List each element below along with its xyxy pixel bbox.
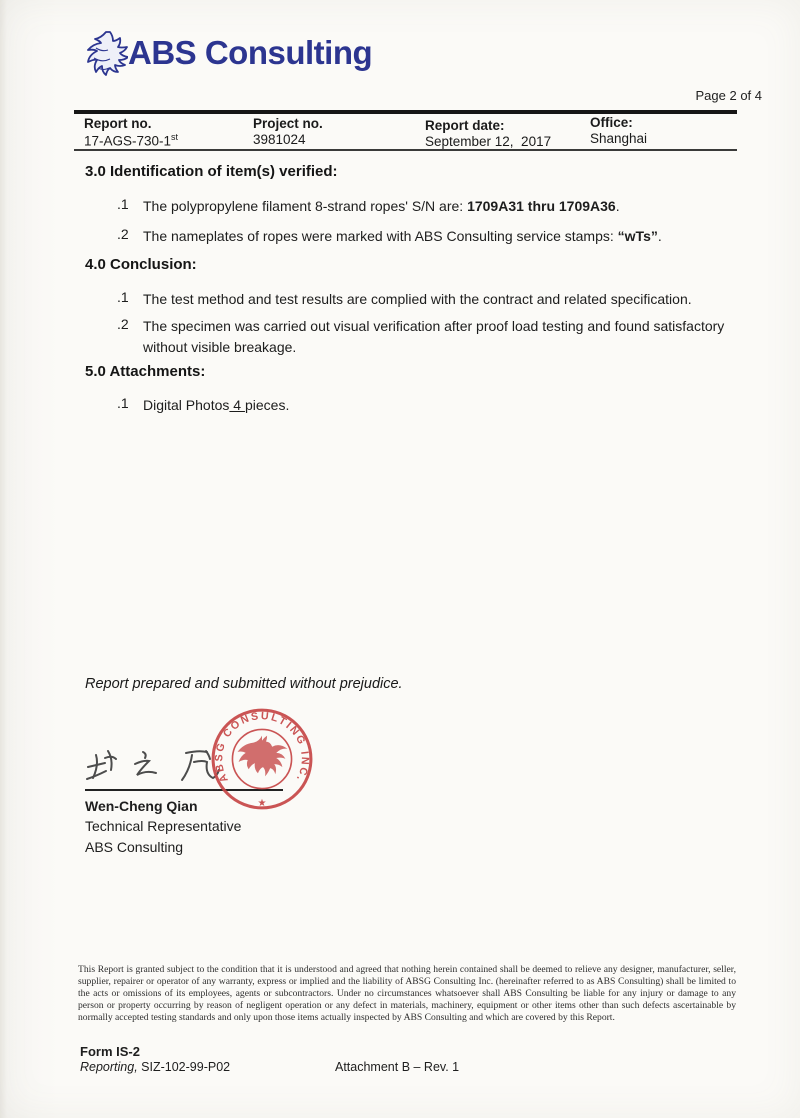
item-text-pre: Digital Photos	[143, 397, 230, 413]
list-item	[117, 226, 662, 247]
stamp-ring-text: ABSG CONSULTING INC.	[213, 709, 311, 785]
footer-reporting-word: Reporting,	[80, 1060, 138, 1074]
list-item	[117, 289, 692, 310]
office-value: Shanghai	[590, 131, 648, 146]
project-no-label: Project no.	[253, 116, 323, 131]
header-rule-top	[74, 110, 737, 114]
item-text-bold: “wTs”	[617, 228, 658, 244]
list-item	[117, 395, 289, 416]
form-id: Form IS-2	[80, 1044, 140, 1059]
report-no-superscript: st	[171, 132, 179, 142]
stamp-star-icon: ★	[257, 797, 267, 809]
page-number: Page 2 of 4	[695, 88, 762, 103]
item-text-bold: 1709A31 thru 1709A36	[467, 198, 616, 214]
signatory-org: ABS Consulting	[85, 839, 184, 855]
disclaimer-text: This Report is granted subject to the condition that it is understood and agreed that nothing herein contained shall be deemed to relieve any designer, manufacturer, seller, supplier, repairer or operator of any warranty, express or implied and the liability of ABSG Consulting Inc. (hereinafter referred to as ABS Consulting) shall be limited to the acts or omissions of its employees, agents or subcontractors. Under no circumstances whatsoever shall ABS Consulting be liable for any injury or damage to any person or property occurring by reason of negligent operation or any defect in materials, machinery, equipment or other items other than such defects ascertainable by normally accepted testing standards and only upon those items actually inspected by ABS Consulting and which are covered by this Report.	[78, 964, 736, 1024]
prejudice-statement: Report prepared and submitted without prejudice.	[85, 676, 403, 692]
absg-stamp	[208, 705, 316, 813]
item-text-pre: The polypropylene filament 8-strand ropes' S/N are:	[143, 198, 468, 214]
item-marker: .1	[117, 196, 129, 212]
section3-heading: 3.0 Identification of item(s) verified:	[85, 163, 338, 180]
item-text	[143, 316, 724, 358]
item-marker: .2	[117, 226, 129, 242]
logo-wordmark: ABS Consulting	[128, 34, 373, 71]
signatory-name: Wen-Cheng Qian	[85, 798, 198, 814]
item-text-post: pieces.	[244, 397, 290, 413]
item-text	[143, 196, 620, 217]
report-no-value	[84, 132, 178, 149]
item-marker: .1	[117, 289, 129, 305]
report-no-main: 17-AGS-730-1	[84, 133, 172, 149]
list-item	[117, 196, 620, 217]
abs-eagle-logo-icon	[76, 26, 128, 82]
item-text	[143, 226, 662, 247]
item-marker: .2	[117, 316, 129, 332]
item-text-pre: The nameplates of ropes were marked with ABS Consulting service stamps:	[143, 228, 618, 244]
item-text	[143, 395, 289, 416]
header-rule-bottom	[74, 149, 737, 151]
project-no-value: 3981024	[253, 132, 306, 147]
report-date-value: September 12, 2017	[425, 134, 552, 149]
office-label: Office:	[590, 115, 633, 130]
report-date-label: Report date:	[425, 118, 505, 133]
footer-reporting-code: SIZ-102-99-P02	[137, 1060, 231, 1074]
section4-heading: 4.0 Conclusion:	[85, 256, 197, 273]
stamp-eagle-icon	[238, 736, 288, 777]
item-text-post: .	[615, 198, 620, 214]
signatory-title: Technical Representative	[85, 818, 242, 834]
item-marker: .1	[117, 395, 129, 411]
item-text-underlined: 4	[229, 397, 245, 413]
item-text-line2: without visible breakage.	[143, 339, 297, 355]
section5-heading: 5.0 Attachments:	[85, 363, 206, 380]
footer-attachment: Attachment B – Rev. 1	[335, 1060, 460, 1074]
list-item	[117, 316, 724, 358]
footer-reporting	[80, 1060, 230, 1074]
item-text-line1: The specimen was carried out visual verification after proof load testing and found satisfactory	[143, 318, 725, 334]
item-text: The test method and test results are complied with the contract and related specification.	[143, 291, 692, 307]
item-text-post: .	[657, 228, 662, 244]
report-no-label: Report no.	[84, 116, 152, 131]
